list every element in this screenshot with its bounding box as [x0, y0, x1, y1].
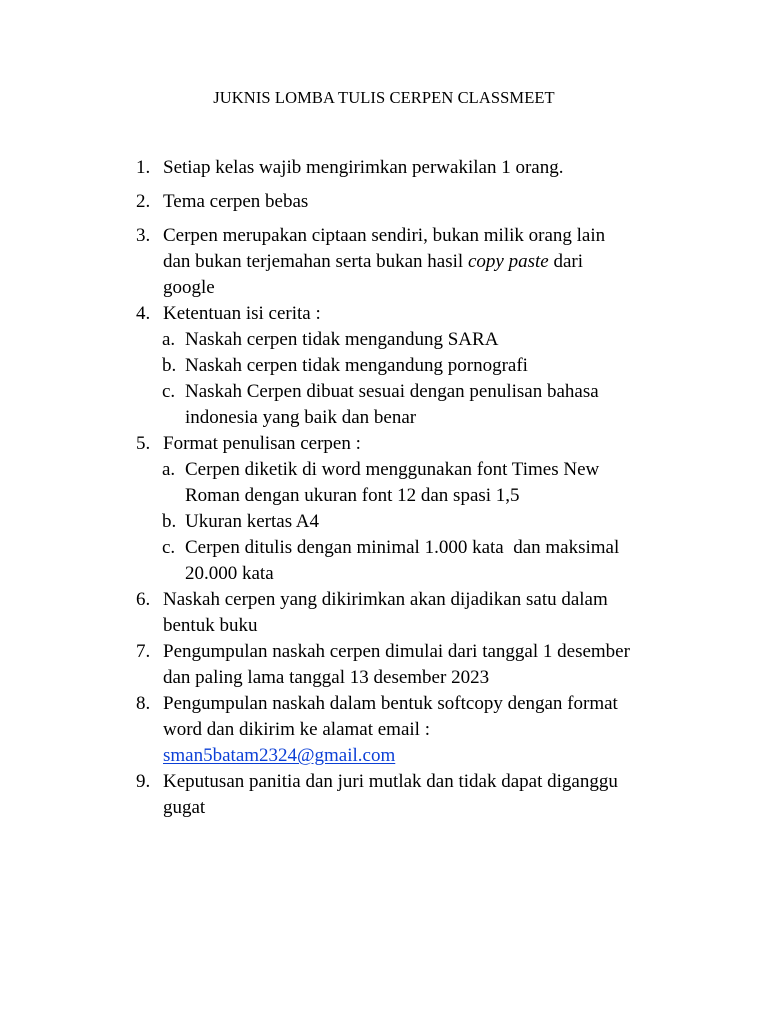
sub-item-4c [136, 379, 736, 431]
item-text: Setiap kelas wajib mengirimkan perwakilan 1 orang. [163, 157, 564, 178]
sub-item-5a [136, 457, 736, 509]
item-text-continued: bentuk buku [163, 615, 258, 636]
list-item-5 [136, 431, 736, 457]
item-number: 5. [136, 433, 151, 454]
sub-item-4b [136, 353, 736, 379]
sub-item-text: Ukuran kertas A4 [185, 511, 320, 532]
list-item-4 [136, 301, 736, 327]
item-number: 4. [136, 303, 151, 324]
sub-item-letter: b. [162, 355, 177, 376]
item-number: 3. [136, 225, 151, 246]
item-number: 1. [136, 157, 151, 178]
sub-item-text: Naskah cerpen tidak mengandung pornografi [185, 355, 528, 376]
sub-item-5c [136, 535, 736, 587]
sub-item-letter: b. [162, 511, 177, 532]
item-text: Cerpen merupakan ciptaan sendiri, bukan milik orang lain [163, 225, 606, 246]
item-text-continued: gugat [163, 797, 206, 818]
item-text-continued: word dan dikirim ke alamat email : [163, 719, 430, 740]
list-item-1 [136, 155, 736, 181]
list-item-3 [136, 223, 736, 301]
document-title: JUKNIS LOMBA TULIS CERPEN CLASSMEET [213, 88, 555, 107]
item-text: Naskah cerpen yang dikirimkan akan dijadikan satu dalam [163, 589, 608, 610]
item-text: Pengumpulan naskah cerpen dimulai dari tanggal 1 desember [163, 641, 630, 662]
sub-item-text: Cerpen diketik di word menggunakan font Times New [185, 459, 600, 480]
list-item-9 [136, 769, 736, 821]
sub-item-4a [136, 327, 736, 353]
item-text: Tema cerpen bebas [163, 191, 309, 212]
item-text: Ketentuan isi cerita : [163, 303, 321, 324]
item-text: Keputusan panitia dan juri mutlak dan tidak dapat diganggu [163, 771, 618, 792]
sub-item-text: Cerpen ditulis dengan minimal 1.000 kata dan maksimal [185, 537, 620, 558]
rules-list [136, 155, 736, 821]
list-item-8 [136, 691, 736, 769]
item-text-continued: google [163, 277, 215, 298]
sub-item-text-continued: Roman dengan ukuran font 12 dan spasi 1,5 [185, 485, 520, 506]
item-number: 6. [136, 589, 151, 610]
sub-item-text: Naskah Cerpen dibuat sesuai dengan penulisan bahasa [185, 381, 599, 402]
item-text: Format penulisan cerpen : [163, 433, 361, 454]
item-number: 8. [136, 693, 151, 714]
sub-item-text-continued: 20.000 kata [185, 563, 274, 584]
item-number: 2. [136, 191, 151, 212]
item-text-continued: dan bukan terjemahan serta bukan hasil copy paste dari [163, 251, 583, 272]
sub-item-text: Naskah cerpen tidak mengandung SARA [185, 329, 499, 350]
sub-item-letter: a. [162, 329, 176, 350]
email-link[interactable]: sman5batam2324@gmail.com [163, 745, 396, 766]
sub-item-5b [136, 509, 736, 535]
item-number: 7. [136, 641, 151, 662]
sub-item-text-continued: indonesia yang baik dan benar [185, 407, 417, 428]
list-item-7 [136, 639, 736, 691]
item-text: Pengumpulan naskah dalam bentuk softcopy dengan format [163, 693, 618, 714]
list-item-2 [136, 189, 736, 215]
item-text-continued: dan paling lama tanggal 13 desember 2023 [163, 667, 490, 688]
italic-phrase: copy paste [467, 251, 549, 272]
sub-item-letter: c. [162, 381, 176, 402]
sub-item-letter: a. [162, 459, 176, 480]
list-item-6 [136, 587, 736, 639]
sub-item-letter: c. [162, 537, 176, 558]
item-number: 9. [136, 771, 151, 792]
